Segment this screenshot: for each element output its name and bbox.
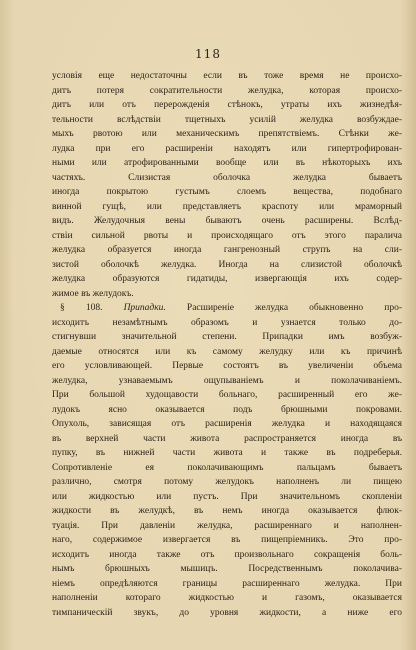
text-line: жидкости въ желудкѣ, въ немъ иногда оказывается флюк- bbox=[52, 506, 402, 516]
text-line: даемые относятся или къ самому желудку или къ причинѣ bbox=[52, 346, 402, 357]
section-108 bbox=[52, 301, 402, 620]
text-line: наполненіи котораго жидкостью и газомъ, оказывается bbox=[52, 593, 402, 603]
text-line: стигнувши значительной степени. Припадки имъ возбуж- bbox=[52, 332, 402, 342]
text-line: частяхъ. Слизистая оболочка желудка бываетъ bbox=[52, 172, 402, 183]
text-line: лудка при его расширеніи находятъ или гипертрофирован- bbox=[52, 143, 402, 154]
text-line: дитъ или отъ перерожденія стѣнокъ, утраты ихъ жизнедѣя- bbox=[52, 100, 402, 110]
text-line: Опухоль, зависящая отъ расширенія желудка и находящаяся bbox=[52, 419, 402, 429]
text-line: дитъ потеря сократительности желудка, которая происхо- bbox=[52, 85, 402, 96]
text-line: желудка образуются гидатиды, извергающія ихъ содер- bbox=[52, 274, 402, 284]
text-line: желудка, узнаваемымъ ощупываніемъ и поколачиваніемъ. bbox=[52, 375, 402, 386]
text-line: ствіи сильной рвоты и происходящаго отъ этого паралича bbox=[52, 230, 402, 241]
text-line: винной гущѣ, или представляетъ краспоту или мраморный bbox=[52, 201, 402, 212]
text-line: жимое въ желудокъ. bbox=[52, 288, 134, 299]
text-line: ніемъ опредѣляются границы расширеннаго желудка. При bbox=[52, 578, 402, 589]
text-line: ными или атрофированными вообще или въ нѣкоторыхъ ихъ bbox=[52, 158, 402, 168]
text-line: тимпаническій звукъ, до уровня жидкости, а ниже его bbox=[52, 607, 402, 618]
paragraph-continuation bbox=[52, 69, 402, 301]
section-title: Припадки. bbox=[123, 303, 166, 313]
text-line: нымъ брюшныхъ мышицъ. Посредственнымъ поколачива- bbox=[52, 564, 402, 574]
text-line: видъ. Желудочныя вены бываютъ очень расширены. Вслѣд- bbox=[52, 216, 402, 226]
page-number: 118 bbox=[195, 47, 221, 61]
text-line: исходитъ иногда также отъ произвольнаго сокращенія боль- bbox=[52, 549, 402, 560]
text-line: въ верхней части живота распространяется иногда въ bbox=[52, 433, 402, 444]
text-line: исходитъ незамѣтнымъ образомъ и узнается только до- bbox=[52, 317, 402, 328]
text-line: желудка образуется иногда гангренозный струпъ на сли- bbox=[52, 245, 402, 255]
page-text bbox=[52, 69, 402, 620]
text-line: Расширеніе желудка обыкновенно про- bbox=[186, 303, 402, 313]
text-line: или жидкостью или пустъ. При значительномъ скопленіи bbox=[52, 491, 402, 502]
text-line: туація. При давленіи желудка, расширеннаго и наполнен- bbox=[52, 520, 402, 531]
text-line: пупку, въ нижней части живота и также въ подреберья. bbox=[52, 448, 402, 458]
text-line: лудокъ ясно оказывается подъ брюшными покровами. bbox=[52, 404, 402, 415]
text-line: иногда покрытою густымъ слоемъ вещества, подобнаго bbox=[52, 187, 402, 197]
text-line: тельности вслѣдствіи тщетныхъ усилій желудка возбуждае- bbox=[52, 114, 402, 125]
text-line: наго, содержимое извергается въ пищепріемникъ. Это про- bbox=[52, 535, 402, 545]
text-line: мыхъ рвотою или механическимъ препятствіемъ. Стѣнки же- bbox=[52, 129, 402, 139]
text-line: Сопротивленіе ея поколачивающимъ пальцамъ бываетъ bbox=[52, 462, 402, 473]
text-line: При большой худощавости больнаго, расширенный его же- bbox=[52, 390, 402, 400]
text-line: его условливающей. Первые состоятъ въ увеличеніи объема bbox=[52, 361, 402, 371]
text-line: зистой оболочкѣ желудка. Иногда на слизистой оболочкѣ bbox=[52, 259, 402, 270]
section-number: § 108. bbox=[60, 303, 103, 313]
section-heading-line bbox=[52, 301, 402, 316]
text-line: различно, смотря потому желудокъ наполненъ ли пищею bbox=[52, 477, 402, 487]
text-line: условія еще недостаточны если въ тоже время не происхо- bbox=[52, 71, 402, 81]
